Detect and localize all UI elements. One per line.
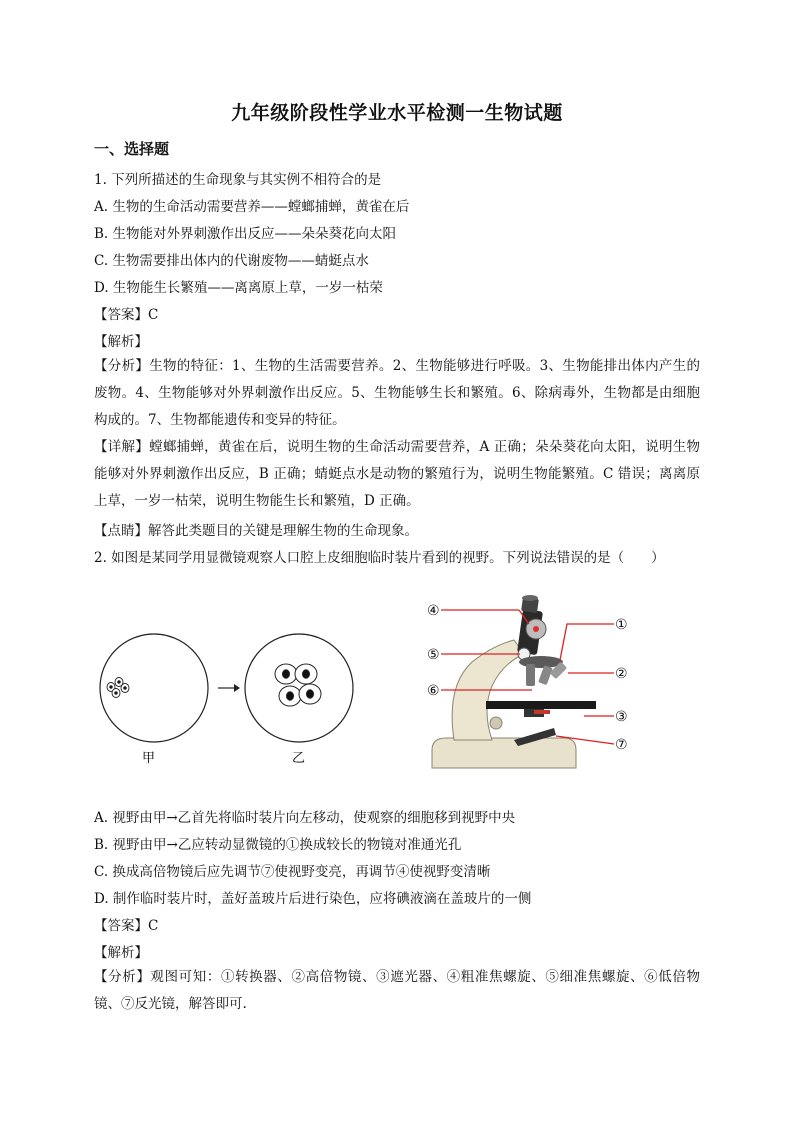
label-yi: 乙 xyxy=(292,751,306,766)
q1-option-d: D. 生物能生长繁殖——离离原上草，一岁一枯荣 xyxy=(94,280,383,296)
q1-tip: 【点睛】解答此类题目的关键是理解生物的生命现象。 xyxy=(94,523,418,539)
callout-3: ③ xyxy=(615,709,628,725)
callout-1: ① xyxy=(615,617,628,633)
callout-2: ② xyxy=(615,666,628,682)
q2-stem: 2. 如图是某同学用显微镜观察人口腔上皮细胞临时装片看到的视野。下列说法错误的是（ ） xyxy=(94,550,665,566)
callout-6: ⑥ xyxy=(427,683,440,699)
q2-option-b: B. 视野由甲→乙应转动显微镜的①换成较长的物镜对准通光孔 xyxy=(94,837,462,853)
q1-option-b: B. 生物能对外界刺激作出反应——朵朵葵花向太阳 xyxy=(94,226,397,242)
q2-option-d: D. 制作临时装片时，盖好盖玻片后进行染色，应将碘液滴在盖玻片的一侧 xyxy=(94,891,532,907)
q2-option-c: C. 换成高倍物镜后应先调节⑦使视野变亮，再调节④使视野变清晰 xyxy=(94,864,491,880)
arrow-icon xyxy=(234,684,240,692)
q2-analysis: 【分析】观图可知：①转换器、②高倍物镜、③遮光器、④粗准焦螺旋、⑤细准焦螺旋、⑥低倍物镜、⑦反光镜，解答即可. xyxy=(94,969,700,1012)
microscope-figure xyxy=(94,590,700,780)
label-jia: 甲 xyxy=(142,751,156,766)
q2-answer: 【答案】C xyxy=(94,918,159,934)
microscope-drawing xyxy=(432,595,596,768)
q1-jiexi: 【解析】 xyxy=(94,334,148,350)
callout-4: ④ xyxy=(427,603,440,619)
page-title: 九年级阶段性学业水平检测一生物试题 xyxy=(231,102,563,124)
callout-5: ⑤ xyxy=(427,647,440,663)
q1-stem: 1. 下列所描述的生命现象与其实例不相符合的是 xyxy=(94,172,382,188)
q1-analysis: 【分析】生物的特征：1、生物的生活需要营养。2、生物能够进行呼吸。3、生物能排出体内产生的废物。4、生物能够对外界刺激作出反应。5、生物能够生长和繁殖。6、除病毒外，生物都是由细胞构成的。7、生物都能遗传和变异的特征。 xyxy=(94,358,700,428)
q2-option-a: A. 视野由甲→乙首先将临时装片向左移动，使观察的细胞移到视野中央 xyxy=(94,810,516,826)
q1-option-a: A. 生物的生命活动需要营养——螳螂捕蝉，黄雀在后 xyxy=(94,199,410,215)
q1-detail: 【详解】螳螂捕蝉，黄雀在后，说明生物的生命活动需要营养，A 正确；朵朵葵花向太阳，说明生物能够对外界刺激作出反应，B 正确；蜻蜓点水是动物的繁殖行为，说明生物能繁殖。C 错误；离离原上草，一岁一枯荣，说明生物能生长和繁殖，D 正确。 xyxy=(94,439,700,509)
q2-jiexi: 【解析】 xyxy=(94,945,148,961)
small-cells xyxy=(107,678,129,698)
large-cells xyxy=(275,664,321,706)
q2-figure xyxy=(94,590,700,780)
q1-option-c: C. 生物需要排出体内的代谢废物——蜻蜓点水 xyxy=(94,253,369,269)
field-of-view-yi xyxy=(245,634,353,742)
callout-7: ⑦ xyxy=(615,737,628,753)
section-heading: 一、选择题 xyxy=(94,140,170,158)
q1-answer: 【答案】C xyxy=(94,307,159,323)
field-of-view-jia xyxy=(100,634,208,742)
